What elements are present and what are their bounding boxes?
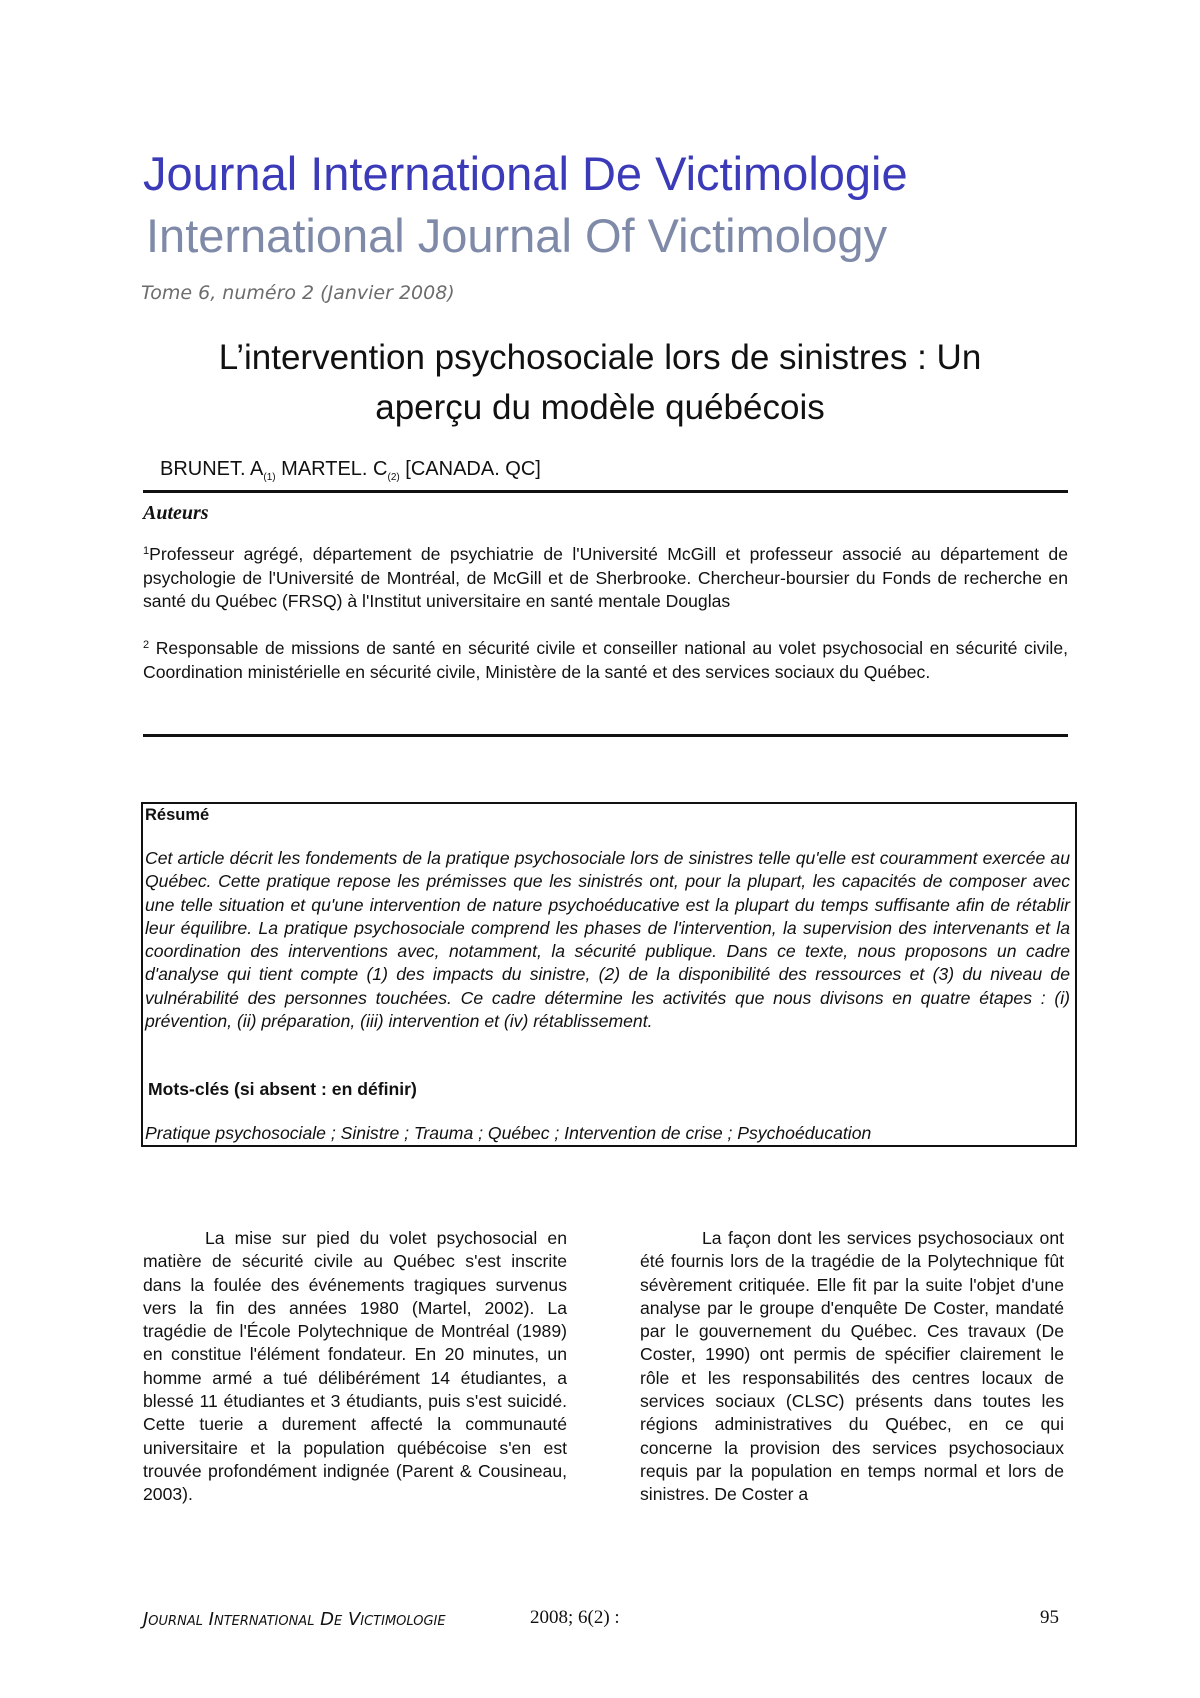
article-title-line-1: L’intervention psychosociale lors de sinistres : Un [218,338,982,377]
issue-info: Tome 6, numéro 2 (Janvier 2008) [141,282,455,304]
keywords-text: Pratique psychosociale ; Sinistre ; Trauma ; Québec ; Intervention de crise ; Psychoéducation [145,1123,872,1143]
body-column-right [640,1227,1064,1507]
author-1-name: BRUNET. A [160,458,264,480]
body-paragraph-right: La façon dont les services psychosociaux ont été fournis lors de la tragédie de la Polytechnique fût sévèrement critiquée. Elle fit par la suite l'objet d'une analyse par le groupe d'enquête De Coster, mandaté par le gouvernement du Québec. Ces travaux (De Coster, 1990) ont permis de spécifier clairement le rôle et les responsabilités des centres locaux de services sociaux (CLSC) présents dans toutes les régions administratives du Québec, en ce qui concerne la provision des services psychosociaux requis par la population en temps normal et lors de sinistres. De Coster a [640,1228,1064,1505]
author-2-name: MARTEL. C [281,458,388,480]
journal-title-english: International Journal Of Victimology [146,209,888,262]
keywords-label: Mots-clés (si absent : en définir) [148,1079,417,1099]
authors-heading: Auteurs [143,502,209,524]
article-title [120,333,1080,433]
affiliation-2-text: Responsable de missions de santé en sécurité civile et conseiller national au volet psychosocial en sécurité civile, Coordination ministérielle en sécurité civile, Ministère de la santé et des services sociaux du Québec. [143,638,1068,682]
abstract-label: Résumé [145,806,210,824]
divider-bottom [143,734,1068,737]
article-title-line-2: aperçu du modèle québécois [375,388,825,427]
author-1-mark: (1) [263,472,276,483]
footer-journal-name: Journal International De Victimologie [143,1609,446,1630]
author-line [160,458,541,483]
affiliation-2-number: 2 [143,639,150,651]
footer-citation: 2008; 6(2) : [530,1607,620,1628]
affiliation-1-number: 1 [143,545,150,557]
body-paragraph-left: La mise sur pied du volet psychosocial en matière de sécurité civile au Québec s'est inscrite dans la foulée des événements tragiques survenus vers la fin des années 1980 (Martel, 2002). La tragédie de l'École Polytechnique de Montréal (1989) en constitue l'élément fondateur. En 20 minutes, un homme armé a tué délibérément 14 étudiantes, a blessé 11 étudiantes et 3 étudiants, puis s'est suicidé. Cette tuerie a durement affecté la communauté universitaire et la population québécoise s'en est trouvée profondément indignée (Parent & Cousineau, 2003). [143,1228,567,1505]
page-number: 95 [1040,1607,1059,1628]
author-2-mark: (2) [387,472,400,483]
affiliation-1-text: Professeur agrégé, département de psychiatrie de l'Université McGill et professeur associé au département de psychologie de l'Université de Montréal, de McGill et de Sherbrooke. Chercheur-boursier du Fonds de recherche en santé du Québec (FRSQ) à l'Institut universitaire en santé mentale Douglas [143,544,1068,611]
divider-top [143,490,1068,493]
journal-title-french: Journal International De Victimologie [143,147,908,200]
abstract-text: Cet article décrit les fondements de la pratique psychosociale lors de sinistres telle qu'elle est couramment exercée au Québec. Cette pratique repose les prémisses que les sinistrés ont, pour la plupart, les capacités de composer avec une telle situation et qu'une intervention de nature psychoéducative est la plupart du temps suffisante afin de rétablir leur équilibre. La pratique psychosociale comprend les phases de l'intervention, la supervision des intervenants et la coordination des interventions avec, notamment, la sécurité publique. Dans ce texte, nous proposons un cadre d'analyse qui tient compte (1) des impacts du sinistre, (2) de la disponibilité des ressources et (3) du niveau de vulnérabilité des personnes touchées. Ce cadre détermine les activités que nous divisons en quatre étapes : (i) prévention, (ii) préparation, (iii) intervention et (iv) rétablissement. [145,848,1070,1032]
author-location: [CANADA. QC] [405,458,541,480]
affiliation-2 [143,637,1068,684]
affiliation-1 [143,543,1068,614]
body-column-left [143,1227,567,1507]
